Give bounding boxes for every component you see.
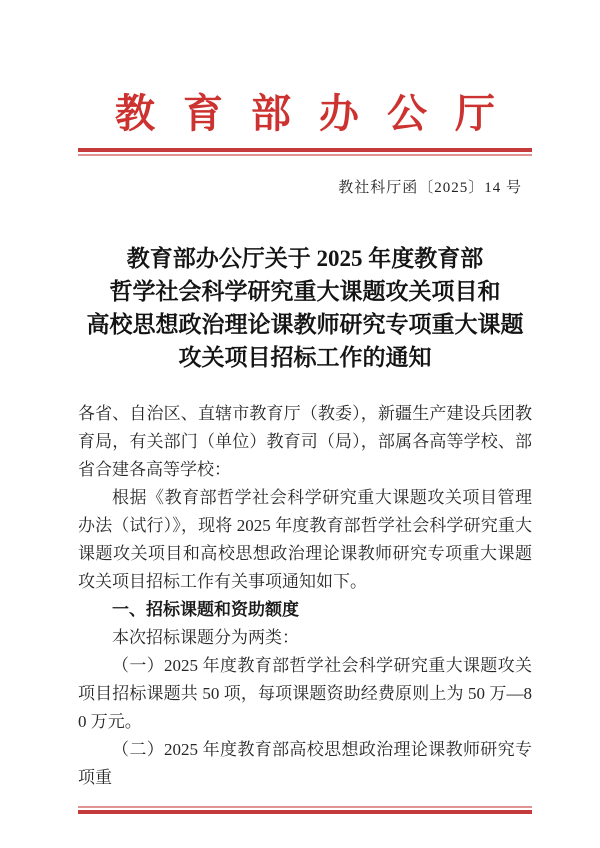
document-title-line: 教育部办公厅关于 2025 年度教育部 (126, 246, 484, 271)
separator-thick-bar (78, 148, 532, 152)
document-title (78, 242, 532, 374)
document-title-line: 高校思想政治理论课教师研究专项重大课题 (86, 312, 524, 337)
document-title-line: 攻关项目招标工作的通知 (178, 345, 432, 370)
document-number: 教社科厅函〔2025〕14 号 (338, 180, 522, 196)
item-2-paragraph-cutoff: （二）2025 年度教育部高校思想政治理论课教师研究专项重 (78, 740, 532, 787)
page-bottom-separator (78, 806, 532, 814)
separator-thin-bar (78, 154, 532, 156)
letterhead-separator (78, 148, 532, 156)
item-1-paragraph: （一）2025 年度教育部哲学社会科学研究重大课题攻关项目招标课题共 50 项，每项课题资助经费原则上为 50 万—80 万元。 (78, 656, 532, 731)
section-1-intro-paragraph: 本次招标课题分为两类： (112, 628, 299, 647)
document-body (78, 400, 532, 792)
document-title-line: 哲学社会科学研究重大课题攻关项目和 (109, 279, 501, 304)
separator-thick-bar (78, 810, 532, 814)
intro-paragraph: 根据《教育部哲学社会科学研究重大课题攻关项目管理办法（试行）》，现将 2025 年度教育部哲学社会科学研究重大课题攻关项目和高校思想政治理论课教师研究专项重大课题攻关项目招标工作有关事项通知如下。 (78, 488, 532, 591)
separator-thin-bar (78, 806, 532, 808)
letterhead-agency-name: 教育部办公厅 (115, 91, 523, 136)
salutation-paragraph: 各省、自治区、直辖市教育厅（教委），新疆生产建设兵团教育局，有关部门（单位）教育司（局），部属各高等学校、部省合建各高等学校： (78, 404, 532, 479)
section-1-heading: 一、招标课题和资助额度 (112, 600, 299, 619)
